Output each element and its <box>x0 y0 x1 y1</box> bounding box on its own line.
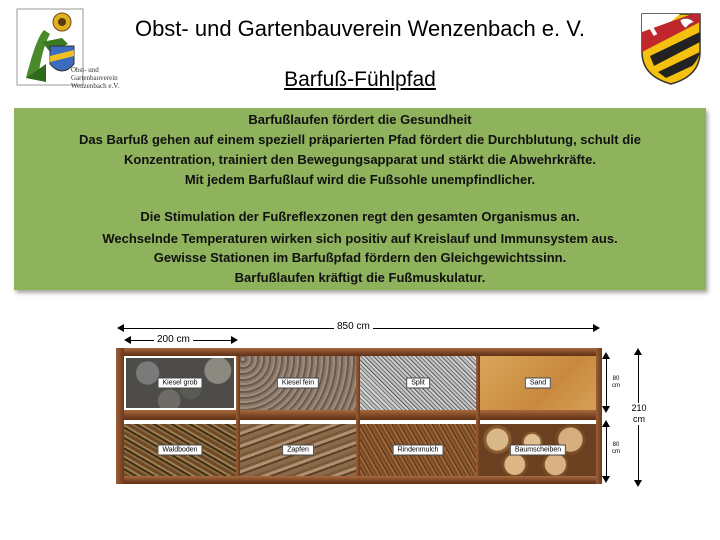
frame-post <box>236 356 240 476</box>
station-sand <box>480 356 596 410</box>
station-waldboden <box>124 424 236 476</box>
station-label: Rindenmulch <box>393 445 444 456</box>
total-height-label: 210 cm <box>626 403 652 425</box>
page-subtitle: Barfuß-Fühlpfad <box>284 68 436 91</box>
info-line: Barfußlaufen kräftigt die Fußmuskulatur. <box>234 270 486 285</box>
info-heading: Barfußlaufen fördert die Gesundheit <box>248 112 472 127</box>
station-label: Waldboden <box>157 445 202 456</box>
station-label: Kiesel fein <box>277 378 319 389</box>
frame-post <box>116 348 124 484</box>
info-line: Mit jedem Barfußlauf wird die Fußsohle unempfindlicher. <box>184 172 536 187</box>
section-width-label: 200 cm <box>154 334 193 345</box>
info-line: Konzentration, trainiert den Bewegungsapparat und stärkt die Abwehrkräfte. <box>124 152 596 167</box>
info-box <box>14 108 706 290</box>
coat-of-arms-icon <box>640 12 702 86</box>
station-label: Sand <box>525 378 551 389</box>
frame-post <box>356 356 360 476</box>
info-line: Das Barfuß gehen auf einem speziell präparierten Pfad fördert die Durchblutung, schult die <box>79 132 641 147</box>
page-title: Obst- und Gartenbauverein Wenzenbach e. V. <box>134 16 586 41</box>
logo-text: Obst- und Gartenbauverein Wenzenbach e.V. <box>71 66 120 90</box>
info-line: Die Stimulation der Fußreflexzonen regt den gesamten Organismus an. <box>140 209 580 224</box>
station-zapfen <box>240 424 356 476</box>
station-rindenmulch <box>360 424 476 476</box>
station-label: Baumscheiben <box>510 445 566 456</box>
frame-post <box>476 356 480 476</box>
frame-beam-bottom <box>116 476 600 484</box>
total-width-label: 850 cm <box>334 321 373 332</box>
station-kiesel-grob <box>124 356 236 410</box>
info-line: Gewisse Stationen im Barfußpfad fördern den Gleichgewichtssinn. <box>153 250 567 265</box>
station-kiesel-fein <box>240 356 356 410</box>
station-label: Kiesel grob <box>157 378 202 389</box>
station-split <box>360 356 476 410</box>
station-label: Zapfen <box>282 445 314 456</box>
frame-post <box>596 348 602 484</box>
info-line: Wechselnde Temperaturen wirken sich positiv auf Kreislauf und Immunsystem aus. <box>102 231 618 246</box>
bottom-row-height-label: 80 cm <box>608 442 624 456</box>
frame-beam-top <box>116 348 600 356</box>
station-label: Split <box>406 378 430 389</box>
station-baumscheiben <box>480 424 596 476</box>
top-row-height-label: 80 cm <box>608 376 624 390</box>
